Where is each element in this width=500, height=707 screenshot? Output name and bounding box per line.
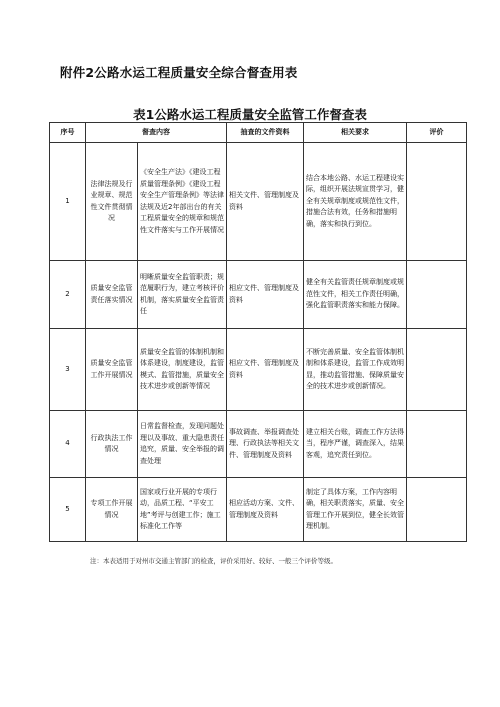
table-footnote: 注：本表适用于对州市交通主管部门的检查，评价采用好、较好、一般三个评价等级。 [90, 557, 337, 565]
row-content: 国家或行业开展的专项行动，品质工程、“平安工地”考评与创建工作；施工标准化工作等 [138, 478, 227, 542]
table-title: 表1公路水运工程质量安全监管工作督查表 [133, 107, 367, 122]
header-index: 序号 [50, 123, 86, 143]
row-requirement: 建立相关台账，调查工作方法得当，程序严谨，调查深入，结果客观，追究责任到位。 [304, 411, 407, 478]
row-evaluation-cell[interactable] [407, 143, 467, 261]
table-row [50, 329, 467, 411]
row-index: 1 [50, 143, 86, 261]
row-requirement: 制定了具体方案，工作内容明确，相关职责落实，质量、安全管理工作开展到位，健全长效管理机制。 [304, 478, 407, 542]
table-row [50, 478, 467, 542]
header-evaluation: 评价 [407, 123, 467, 143]
row-content: 质量安全监管的体制机制和体系建设，制度建设，监管模式、监管措施，质量安全技术进步或创新等情况 [138, 329, 227, 411]
row-index: 2 [50, 261, 86, 329]
row-documents: 相关文件、管理制度及资料 [227, 143, 304, 261]
row-index: 3 [50, 329, 86, 411]
table-row [50, 261, 467, 329]
header-requirements: 相关要求 [304, 123, 407, 143]
table-row [50, 411, 467, 478]
row-content: 《安全生产法》《建设工程质量管理条例》《建设工程安全生产管理条例》等法律法规及近2年部出台的有关工程质量安全的规章和规范性文件落实与工作开展情况 [138, 143, 227, 261]
row-requirement: 结合本地公路、水运工程建设实际，组织开展法规宣贯学习，健全有关规章制度或规范性文件，措施合法有效，任务和措施明确，落实和执行到位。 [304, 143, 407, 261]
row-item: 质量安全监管工作开展情况 [86, 329, 138, 411]
row-index: 5 [50, 478, 86, 542]
table-row [50, 143, 467, 261]
header-inspection-content: 督查内容 [86, 123, 227, 143]
row-documents: 相应活动方案、文件、管理制度及资料 [227, 478, 304, 542]
row-evaluation-cell[interactable] [407, 329, 467, 411]
row-item: 行政执法工作情况 [86, 411, 138, 478]
inspection-table [49, 122, 467, 542]
table-header-row [50, 123, 467, 143]
row-requirement: 不断完善质量、安全监管体制机制和体系建设，监管工作成效明显，推动监管措施、保障质量安全的技术进步或创新情况。 [304, 329, 407, 411]
row-evaluation-cell[interactable] [407, 411, 467, 478]
header-sampled-documents: 抽查的文件资料 [227, 123, 304, 143]
row-item: 法律法规及行业规章、规范性文件贯彻情况 [86, 143, 138, 261]
row-item: 专项工作开展情况 [86, 478, 138, 542]
row-content: 日常监督检查，发现问题处理以及事故、重大隐患责任追究，质量、安全举报的调查处理 [138, 411, 227, 478]
row-requirement: 健全有关监管责任规章制度或规范性文件，相关工作责任明确，强化监管职责落实和能力保障。 [304, 261, 407, 329]
document-heading: 附件2公路水运工程质量安全综合督查用表 [60, 65, 298, 80]
row-item: 质量安全监管责任落实情况 [86, 261, 138, 329]
row-index: 4 [50, 411, 86, 478]
row-documents: 事故调查、举报调查处理、行政执法等相关文件、管理制度及资料 [227, 411, 304, 478]
row-evaluation-cell[interactable] [407, 261, 467, 329]
row-documents: 相应文件、管理制度及资料 [227, 261, 304, 329]
row-content: 明晰质量安全监管职责；规范履职行为，建立考核评价机制，落实质量安全监管责任 [138, 261, 227, 329]
row-documents: 相应文件、管理制度及资料 [227, 329, 304, 411]
row-evaluation-cell[interactable] [407, 478, 467, 542]
